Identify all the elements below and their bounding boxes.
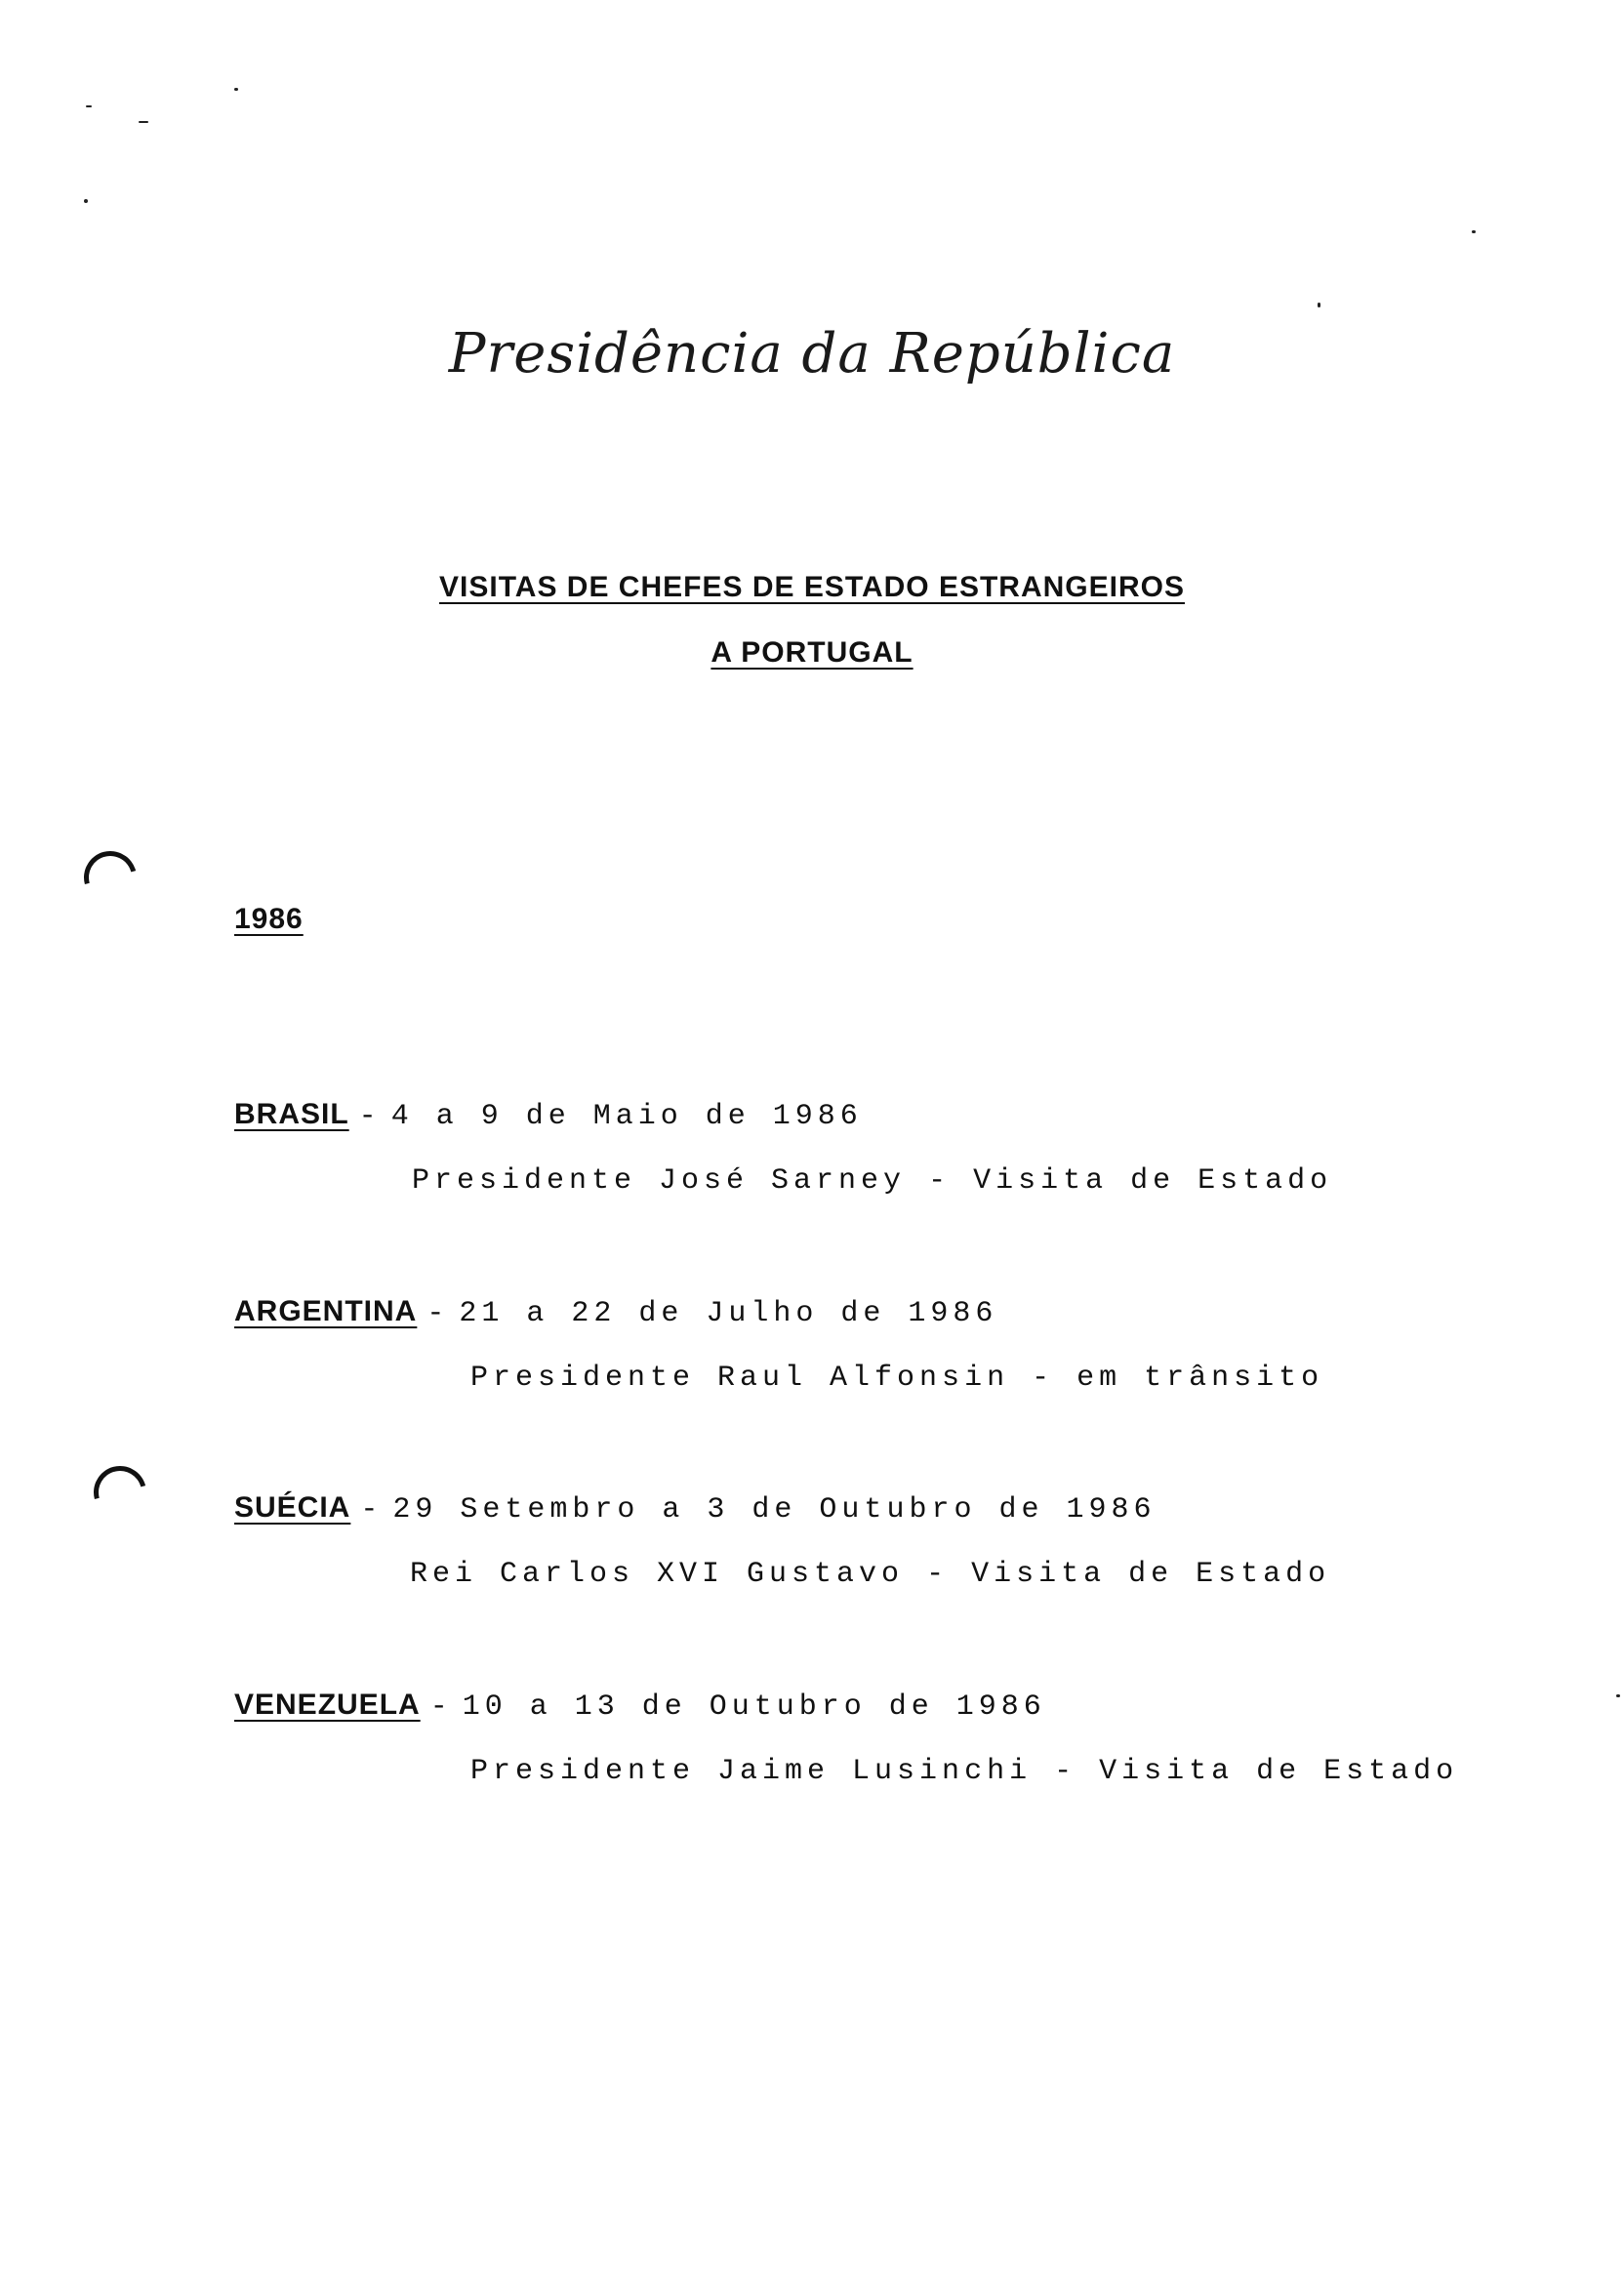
visit-detail: Presidente José Sarney - Visita de Estado xyxy=(412,1164,1333,1198)
visit-dates: 29 Setembro a 3 de Outubro de 1986 xyxy=(392,1493,1157,1527)
document-title-line-1 xyxy=(0,571,1624,604)
scan-speck xyxy=(1472,230,1476,233)
visit-entry-brasil xyxy=(234,1098,863,1133)
visit-detail: Presidente Raul Alfonsin - em trânsito xyxy=(470,1362,1324,1395)
scan-speck xyxy=(1318,303,1320,307)
visit-country: VENEZUELA xyxy=(234,1689,421,1721)
visit-dates: 4 a 9 de Maio de 1986 xyxy=(390,1100,863,1133)
visit-separator: - xyxy=(360,1493,384,1527)
visit-detail: Rei Carlos XVI Gustavo - Visita de Estado xyxy=(410,1558,1331,1591)
visit-country: ARGENTINA xyxy=(234,1295,418,1327)
scan-speck xyxy=(139,121,148,123)
visit-country: SUÉCIA xyxy=(234,1491,351,1524)
letterhead: Presidência da República xyxy=(448,322,1176,386)
visit-separator: - xyxy=(358,1100,382,1133)
scan-speck xyxy=(86,105,92,107)
visit-dates: 10 a 13 de Outubro de 1986 xyxy=(462,1690,1046,1724)
visit-detail: Presidente Jaime Lusinchi - Visita de Estado xyxy=(470,1755,1459,1788)
title-line-2-text: A PORTUGAL xyxy=(710,636,914,669)
visit-separator: - xyxy=(429,1690,453,1724)
visit-entry-venezuela xyxy=(234,1689,1046,1724)
title-line-1-text: VISITAS DE CHEFES DE ESTADO ESTRANGEIROS xyxy=(439,571,1185,603)
year-heading: 1986 xyxy=(234,903,304,935)
visit-entry-suecia xyxy=(234,1491,1156,1527)
scan-speck xyxy=(84,199,88,203)
binder-hole-mark xyxy=(74,841,146,914)
visit-entry-argentina xyxy=(234,1295,997,1330)
visit-separator: - xyxy=(426,1297,450,1330)
scan-speck xyxy=(234,88,238,91)
scan-speck xyxy=(1616,1694,1620,1697)
visit-country: BRASIL xyxy=(234,1098,349,1130)
document-title-line-2 xyxy=(0,636,1624,670)
visit-dates: 21 a 22 de Julho de 1986 xyxy=(459,1297,998,1330)
binder-hole-mark xyxy=(84,1456,156,1528)
